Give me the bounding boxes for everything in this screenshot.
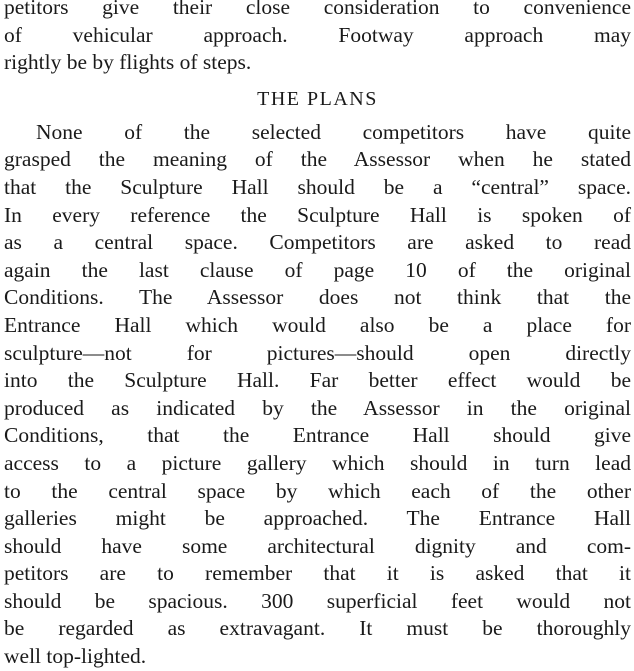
- body-line-16: should have some architectural dignity and com-: [4, 533, 631, 558]
- body-line-3: that the Sculpture Hall should be a “central” space.: [4, 174, 631, 199]
- body-line-9: sculpture—not for pictures—should open directly: [4, 340, 631, 365]
- body-line-13: access to a picture gallery which should in turn lead: [4, 450, 631, 475]
- body-line-19: be regarded as extravagant. It must be thoroughly: [4, 616, 631, 641]
- intro-line-1: petitors give their close consideration to convenience: [4, 0, 631, 19]
- intro-line-2: of vehicular approach. Footway approach may: [4, 22, 631, 47]
- body-line-15: galleries might be approached. The Entrance Hall: [4, 506, 631, 531]
- body-line-20: well top-lighted.: [4, 644, 147, 669]
- body-line-2: grasped the meaning of the Assessor when he stated: [4, 147, 631, 172]
- body-line-5: as a central space. Competitors are asked to read: [4, 230, 631, 255]
- document-page: [4, 0, 631, 671]
- body-line-12: Conditions, that the Entrance Hall should give: [4, 423, 631, 448]
- body-line-8: Entrance Hall which would also be a place for: [4, 312, 631, 337]
- body-line-7: Conditions. The Assessor does not think that the: [4, 285, 631, 310]
- body-line-10: into the Sculpture Hall. Far better effect would be: [4, 368, 631, 393]
- body-line-11: produced as indicated by the Assessor in the original: [4, 395, 631, 420]
- body-line-17: petitors are to remember that it is asked that it: [4, 561, 631, 586]
- body-line-14: to the central space by which each of the other: [4, 478, 631, 503]
- body-line-1: None of the selected competitors have quite: [36, 119, 631, 144]
- body-line-4: In every reference the Sculpture Hall is spoken of: [4, 202, 631, 227]
- body-line-18: should be spacious. 300 superficial feet would not: [4, 588, 631, 613]
- section-heading: THE PLANS: [257, 87, 378, 110]
- body-line-6: again the last clause of page 10 of the original: [4, 257, 631, 282]
- intro-line-3: rightly be by flights of steps.: [4, 50, 252, 75]
